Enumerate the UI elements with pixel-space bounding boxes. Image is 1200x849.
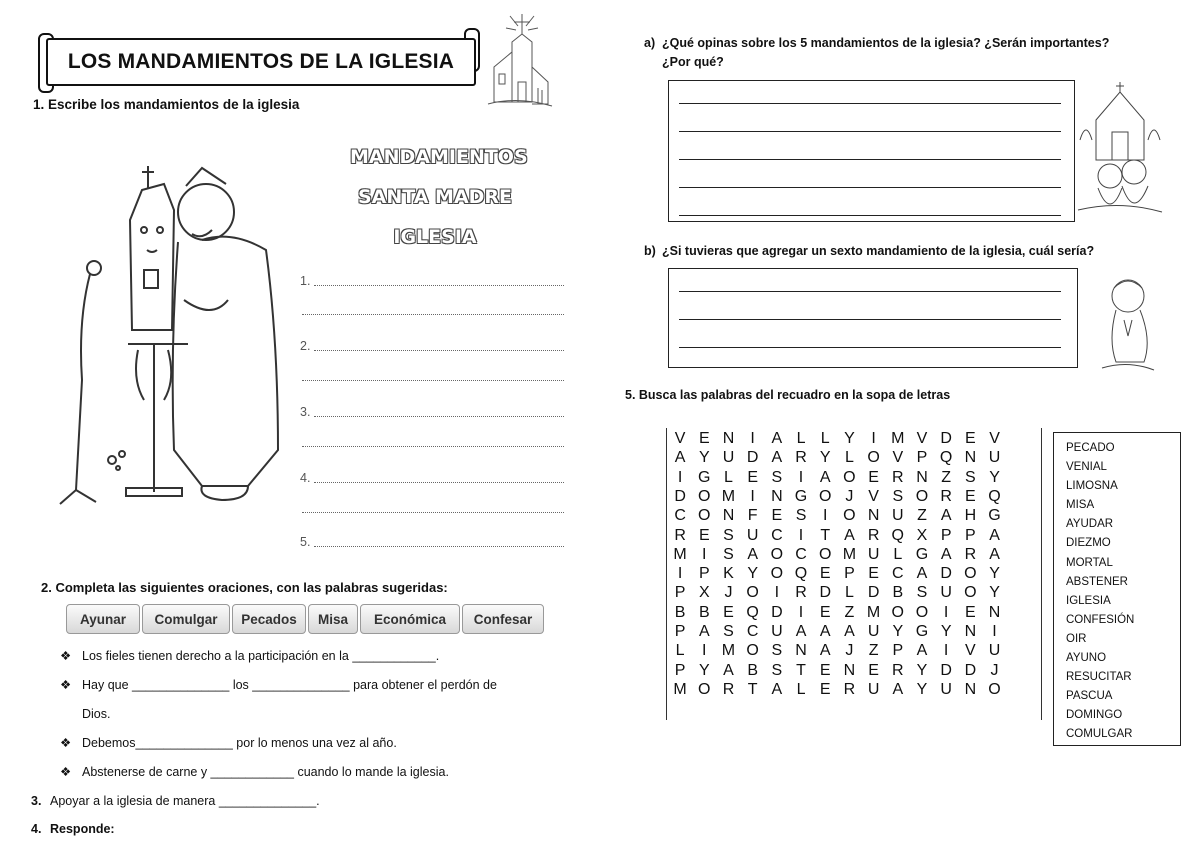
grid-row [668, 642, 1007, 660]
grid-letter[interactable]: M [842, 545, 857, 563]
grid-letter[interactable]: E [771, 507, 783, 525]
grid-letter[interactable]: N [988, 603, 1001, 621]
grid-letter[interactable]: R [892, 468, 904, 486]
word-search-grid[interactable] [668, 430, 1040, 720]
grid-letter[interactable]: H [964, 507, 977, 525]
grid-letter[interactable]: I [992, 623, 997, 640]
grid-letter[interactable]: Y [698, 661, 710, 679]
grid-letter[interactable]: Y [916, 680, 928, 698]
grid-letter[interactable]: M [673, 680, 687, 698]
grid-letter[interactable]: U [722, 449, 735, 467]
grid-letter[interactable]: M [891, 430, 905, 447]
grid-letter[interactable]: Q [988, 487, 1001, 505]
grid-letter[interactable]: Y [892, 623, 904, 640]
grid-letter[interactable]: Y [940, 623, 952, 640]
section3-number: 3. [31, 794, 42, 808]
grid-letter[interactable]: G [698, 468, 711, 486]
answer-line[interactable] [314, 416, 564, 417]
grid-letter[interactable]: J [990, 661, 999, 679]
grid-letter[interactable]: S [892, 487, 904, 505]
section3-text: Apoyar a la iglesia de manera ______________. [50, 794, 320, 808]
commandment-number-5: 5. [300, 535, 311, 549]
sentence-2-cont: Dios. [82, 707, 111, 721]
bullet-icon: ❖ [60, 649, 72, 663]
grid-letter[interactable]: I [702, 545, 707, 563]
grid-letter[interactable]: Z [917, 507, 927, 525]
grid-letter[interactable]: V [868, 487, 879, 505]
grid-letter[interactable]: E [698, 526, 710, 544]
answer-line[interactable] [302, 314, 564, 315]
grid-letter[interactable]: E [965, 430, 976, 447]
answer-line[interactable] [314, 546, 564, 547]
grid-letter[interactable]: Q [891, 526, 904, 544]
grid-letter[interactable]: A [819, 623, 831, 640]
word-list-item: DOMINGO [1066, 709, 1123, 722]
sentence-3: Debemos______________ por lo menos una vez al año. [82, 736, 397, 750]
grid-letter[interactable]: O [843, 507, 856, 525]
grid-letter[interactable]: A [916, 565, 928, 583]
church-hug-illustration [52, 150, 290, 510]
grid-letter[interactable]: I [702, 642, 707, 660]
grid-row [668, 507, 1007, 525]
grid-letter[interactable]: U [940, 680, 952, 698]
grid-letter[interactable]: Y [916, 661, 928, 679]
grid-letter[interactable]: D [819, 584, 831, 602]
grid-letter[interactable]: M [866, 603, 881, 621]
word-list-box [1053, 432, 1181, 746]
grid-letter[interactable]: Y [819, 449, 831, 467]
grid-letter[interactable]: A [771, 449, 783, 467]
grid-letter[interactable]: T [796, 661, 806, 679]
grid-letter[interactable]: N [722, 507, 735, 525]
grid-letter[interactable]: N [916, 468, 928, 486]
section5-heading: 5. Busca las palabras del recuadro en la sopa de letras [625, 388, 951, 402]
grid-letter[interactable]: R [674, 526, 686, 544]
grid-letter[interactable]: E [819, 680, 831, 698]
word-list-item: MORTAL [1066, 556, 1113, 569]
grid-letter[interactable]: M [721, 487, 736, 505]
answer-line[interactable] [302, 446, 564, 447]
grid-letter[interactable]: P [940, 526, 952, 544]
grid-letter[interactable]: G [915, 545, 929, 563]
grid-letter[interactable]: U [940, 584, 952, 602]
grid-letter[interactable]: A [771, 430, 783, 447]
grid-letter[interactable]: L [844, 449, 854, 467]
grid-letter[interactable]: P [916, 449, 928, 467]
grid-letter[interactable]: N [771, 487, 783, 505]
grid-letter[interactable]: D [867, 584, 880, 602]
grid-letter[interactable]: V [892, 449, 904, 467]
answer-line[interactable] [314, 285, 564, 286]
title-banner [46, 38, 476, 86]
sentence-1: Los fieles tienen derecho a la participación en la ____________. [82, 649, 440, 663]
grid-letter[interactable]: A [844, 526, 855, 544]
grid-letter[interactable]: Y [989, 584, 1000, 602]
grid-letter[interactable]: G [794, 487, 808, 505]
section1-heading: 1. Escribe los mandamientos de la iglesia [33, 97, 300, 112]
grid-letter[interactable]: U [892, 507, 904, 525]
grid-letter[interactable]: O [698, 680, 711, 698]
grid-letter[interactable]: Q [794, 565, 808, 583]
grid-letter[interactable]: S [771, 661, 783, 679]
grid-letter[interactable]: O [770, 545, 784, 563]
grid-letter[interactable]: E [868, 468, 879, 486]
grid-letter[interactable]: A [819, 468, 831, 486]
grid-letter[interactable]: O [915, 487, 929, 505]
grid-letter[interactable]: P [844, 565, 855, 583]
word-list-item: DIEZMO [1066, 537, 1111, 550]
grid-letter[interactable]: R [795, 449, 807, 467]
grid-letter[interactable]: J [724, 584, 733, 602]
grid-letter[interactable]: Y [747, 565, 758, 583]
bullet-icon: ❖ [60, 678, 72, 692]
grid-letter[interactable]: O [746, 642, 759, 660]
grid-letter[interactable]: E [868, 565, 879, 583]
grid-letter[interactable]: O [818, 545, 832, 563]
word-chip-comulgar[interactable]: Comulgar [142, 604, 230, 634]
word-chip-misa[interactable]: Misa [308, 604, 358, 634]
grid-letter[interactable]: D [674, 487, 686, 505]
grid-letter[interactable]: N [867, 507, 880, 525]
commandment-number-3: 3. [300, 405, 311, 419]
grid-letter[interactable]: G [915, 623, 929, 640]
grid-letter[interactable]: M [721, 642, 736, 660]
grid-letter[interactable]: N [722, 430, 735, 447]
grid-letter[interactable]: J [845, 642, 854, 660]
grid-letter[interactable]: I [943, 642, 949, 660]
grid-letter[interactable]: S [916, 584, 928, 602]
word-chip-confesar[interactable]: Confesar [462, 604, 544, 634]
question-b-label: b) [644, 244, 656, 258]
grid-letter[interactable]: I [871, 430, 876, 447]
children-church-illustration [1076, 80, 1164, 220]
grid-letter[interactable]: U [746, 526, 759, 544]
answer-line[interactable] [302, 380, 564, 381]
grid-letter[interactable]: D [940, 430, 952, 447]
praying-child-illustration [1094, 270, 1160, 374]
grid-letter[interactable]: V [989, 430, 1000, 447]
grid-letter[interactable]: I [750, 430, 755, 447]
grid-letter[interactable]: V [965, 642, 976, 660]
grid-letter[interactable]: E [965, 603, 976, 621]
grid-letter[interactable]: T [747, 680, 758, 698]
grid-letter[interactable]: E [747, 468, 758, 486]
answer-line[interactable] [314, 482, 564, 483]
grid-letter[interactable]: P [674, 661, 686, 679]
word-list-item: RESUCITAR [1066, 671, 1132, 684]
grid-letter[interactable]: D [771, 603, 783, 621]
grid-letter[interactable]: Y [844, 430, 855, 447]
grid-letter[interactable]: M [673, 545, 687, 563]
grid-letter[interactable]: X [916, 526, 928, 544]
grid-row [668, 527, 1007, 545]
grid-letter[interactable]: E [819, 661, 831, 679]
word-list-item: CONFESIÓN [1066, 613, 1135, 626]
grid-letter[interactable]: P [674, 623, 686, 640]
grid-letter[interactable]: R [867, 526, 880, 544]
grid-letter[interactable]: F [747, 507, 758, 525]
answer-box-b[interactable] [668, 268, 1078, 368]
grid-letter[interactable]: S [771, 642, 783, 660]
grid-letter[interactable]: E [723, 603, 734, 621]
grid-letter[interactable]: Y [698, 449, 710, 467]
grid-letter[interactable]: E [868, 661, 879, 679]
grid-letter[interactable]: I [677, 468, 683, 486]
word-list-item: VENIAL [1066, 461, 1107, 474]
grid-letter[interactable]: O [698, 487, 711, 505]
grid-letter[interactable]: A [844, 623, 855, 640]
grid-letter[interactable]: C [746, 623, 759, 640]
grid-letter[interactable]: A [795, 623, 807, 640]
grid-letter[interactable]: O [698, 507, 711, 525]
grid-letter[interactable]: U [867, 680, 880, 698]
grid-letter[interactable]: A [747, 545, 758, 563]
grid-letter[interactable]: U [867, 623, 880, 640]
word-bank [66, 604, 544, 634]
grid-letter[interactable]: B [747, 661, 758, 679]
grid-letter[interactable]: X [698, 584, 710, 602]
grid-row [668, 584, 1007, 602]
grid-letter[interactable]: I [943, 603, 949, 621]
grid-letter[interactable]: S [795, 507, 807, 525]
grid-letter[interactable]: L [796, 430, 806, 447]
grid-letter[interactable]: L [893, 545, 903, 563]
section2-heading: 2. Completa las siguientes oraciones, con las palabras sugeridas: [41, 580, 448, 595]
grid-letter[interactable]: S [723, 545, 734, 563]
grid-letter[interactable]: Q [939, 449, 953, 467]
grid-letter[interactable]: D [746, 449, 759, 467]
grid-row [668, 546, 1007, 564]
grid-row [668, 565, 1007, 583]
word-list-item: ABSTENER [1066, 575, 1128, 588]
grid-letter[interactable]: L [844, 584, 854, 602]
grid-letter[interactable]: I [798, 603, 804, 621]
grid-row [668, 604, 1007, 622]
grid-letter[interactable]: O [891, 603, 904, 621]
grid-letter[interactable]: O [964, 565, 977, 583]
grid-letter[interactable]: N [964, 623, 977, 640]
grid-letter[interactable]: O [818, 487, 832, 505]
word-list-item: LIMOSNA [1066, 480, 1118, 493]
grid-letter[interactable]: O [843, 468, 856, 486]
bullet-icon: ❖ [60, 736, 72, 750]
word-list-item: AYUNO [1066, 652, 1107, 665]
word-list-item: MISA [1066, 499, 1095, 512]
poster-line-1: MANDAMIENTOS [350, 146, 528, 168]
grid-letter[interactable]: O [867, 449, 880, 467]
grid-letter[interactable]: Y [989, 468, 1000, 486]
grid-row [668, 623, 1007, 641]
bullet-icon: ❖ [60, 765, 72, 779]
grid-letter[interactable]: S [771, 468, 783, 486]
grid-letter[interactable]: A [698, 623, 710, 640]
church-icon [482, 12, 554, 112]
grid-letter[interactable]: A [723, 661, 734, 679]
grid-letter[interactable]: O [746, 584, 759, 602]
grid-letter[interactable]: A [771, 680, 783, 698]
grid-row [668, 449, 1007, 467]
grid-letter[interactable]: I [774, 584, 780, 602]
section4-number: 4. [31, 822, 42, 836]
grid-letter[interactable]: A [819, 642, 831, 660]
grid-letter[interactable]: Z [868, 642, 879, 660]
sentence-4: Abstenerse de carne y ____________ cuando lo mande la iglesia. [82, 765, 449, 779]
grid-letter[interactable]: N [964, 449, 977, 467]
grid-letter[interactable]: J [845, 487, 854, 505]
grid-letter[interactable]: C [771, 526, 783, 544]
grid-letter[interactable]: I [750, 487, 755, 505]
grid-letter[interactable]: L [796, 680, 806, 698]
answer-line[interactable] [302, 512, 564, 513]
grid-letter[interactable]: L [675, 642, 685, 660]
grid-row [668, 681, 1007, 699]
grid-letter[interactable]: L [820, 430, 830, 447]
grid-letter[interactable]: A [892, 680, 904, 698]
grid-letter[interactable]: E [819, 603, 831, 621]
word-chip-economica[interactable]: Económica [360, 604, 460, 634]
grid-letter[interactable]: P [892, 642, 904, 660]
grid-letter[interactable]: R [940, 487, 952, 505]
grid-letter[interactable]: R [964, 545, 977, 563]
grid-letter[interactable]: O [770, 565, 784, 583]
grid-letter[interactable]: U [988, 449, 1001, 467]
grid-row [668, 662, 1007, 680]
grid-row [668, 430, 1007, 448]
grid-letter[interactable]: I [822, 507, 828, 525]
question-b-text: ¿Si tuvieras que agregar un sexto mandamiento de la iglesia, cuál sería? [662, 244, 1095, 258]
answer-line[interactable] [314, 350, 564, 351]
grid-letter[interactable]: I [798, 468, 804, 486]
grid-letter[interactable]: T [820, 526, 831, 544]
grid-letter[interactable]: N [964, 680, 977, 698]
section4-heading: Responde: [50, 822, 115, 836]
grid-letter[interactable]: Z [844, 603, 855, 621]
question-a-text-2: ¿Por qué? [662, 55, 724, 69]
grid-letter[interactable]: P [674, 584, 686, 602]
grid-letter[interactable]: K [723, 565, 734, 583]
grid-letter[interactable]: O [964, 584, 977, 602]
grid-letter[interactable]: O [915, 603, 929, 621]
poster-line-3: IGLESIA [393, 226, 477, 248]
grid-letter[interactable]: U [867, 545, 880, 563]
sentence-2: Hay que ______________ los ______________ para obtener el perdón de [82, 678, 497, 692]
word-list-item: PASCUA [1066, 690, 1113, 703]
commandment-number-1: 1. [300, 274, 311, 288]
answer-box-a[interactable] [668, 80, 1075, 222]
grid-letter[interactable]: D [940, 565, 952, 583]
commandment-number-4: 4. [300, 471, 311, 485]
grid-letter[interactable]: B [892, 584, 904, 602]
grid-letter[interactable]: S [723, 623, 734, 640]
grid-letter[interactable]: R [843, 680, 856, 698]
grid-letter[interactable]: E [698, 430, 710, 447]
grid-letter[interactable]: U [771, 623, 783, 640]
grid-letter[interactable]: A [940, 545, 952, 563]
grid-letter[interactable]: S [965, 468, 976, 486]
commandment-number-2: 2. [300, 339, 311, 353]
grid-letter[interactable]: R [722, 680, 735, 698]
grid-letter[interactable]: D [940, 661, 952, 679]
grid-letter[interactable]: V [916, 430, 928, 447]
grid-letter[interactable]: A [674, 449, 686, 467]
grid-letter[interactable]: C [795, 545, 807, 563]
word-list-item: COMULGAR [1066, 728, 1133, 741]
grid-letter[interactable]: E [965, 487, 976, 505]
grid-letter[interactable]: N [795, 642, 807, 660]
page-title: LOS MANDAMIENTOS DE LA IGLESIA [67, 50, 455, 73]
word-list-item: IGLESIA [1066, 594, 1111, 607]
grid-letter[interactable]: A [989, 526, 1000, 544]
word-chip-pecados[interactable]: Pecados [232, 604, 306, 634]
grid-letter[interactable]: D [964, 661, 977, 679]
grid-letter[interactable]: O [988, 680, 1001, 698]
grid-row [668, 488, 1007, 506]
grid-letter[interactable]: N [843, 661, 856, 679]
grid-letter[interactable]: Y [989, 565, 1000, 583]
grid-letter[interactable]: L [724, 468, 733, 486]
grid-letter[interactable]: S [723, 526, 734, 544]
grid-letter[interactable]: R [892, 661, 904, 679]
grid-letter[interactable]: Q [746, 603, 759, 621]
grid-letter[interactable]: I [677, 565, 683, 583]
grid-letter[interactable]: E [819, 565, 831, 583]
grid-letter[interactable]: B [698, 603, 710, 621]
grid-letter[interactable]: A [916, 642, 928, 660]
grid-letter[interactable]: G [988, 507, 1001, 525]
grid-letter[interactable]: I [798, 526, 804, 544]
grid-right-border [1041, 428, 1043, 720]
grid-letter[interactable]: V [674, 430, 686, 447]
question-a-text: ¿Qué opinas sobre los 5 mandamientos de la iglesia? ¿Serán importantes? [662, 36, 1110, 50]
word-list-item: OIR [1066, 632, 1087, 645]
grid-letter[interactable]: C [674, 507, 686, 525]
grid-letter[interactable]: P [965, 526, 976, 544]
word-list-item: AYUDAR [1066, 518, 1114, 531]
grid-letter[interactable]: C [892, 565, 904, 583]
grid-letter[interactable]: Z [941, 468, 952, 486]
grid-letter[interactable]: A [940, 507, 952, 525]
poster-line-2: SANTA MADRE [357, 186, 513, 208]
grid-letter[interactable]: B [674, 603, 686, 621]
grid-row [668, 469, 1007, 487]
word-chip-ayunar[interactable]: Ayunar [66, 604, 140, 634]
grid-letter[interactable]: P [698, 565, 710, 583]
grid-letter[interactable]: A [989, 545, 1000, 563]
grid-letter[interactable]: U [988, 642, 1001, 660]
word-list-item: PECADO [1066, 442, 1115, 454]
grid-letter[interactable]: R [795, 584, 807, 602]
question-a-label: a) [644, 36, 656, 50]
